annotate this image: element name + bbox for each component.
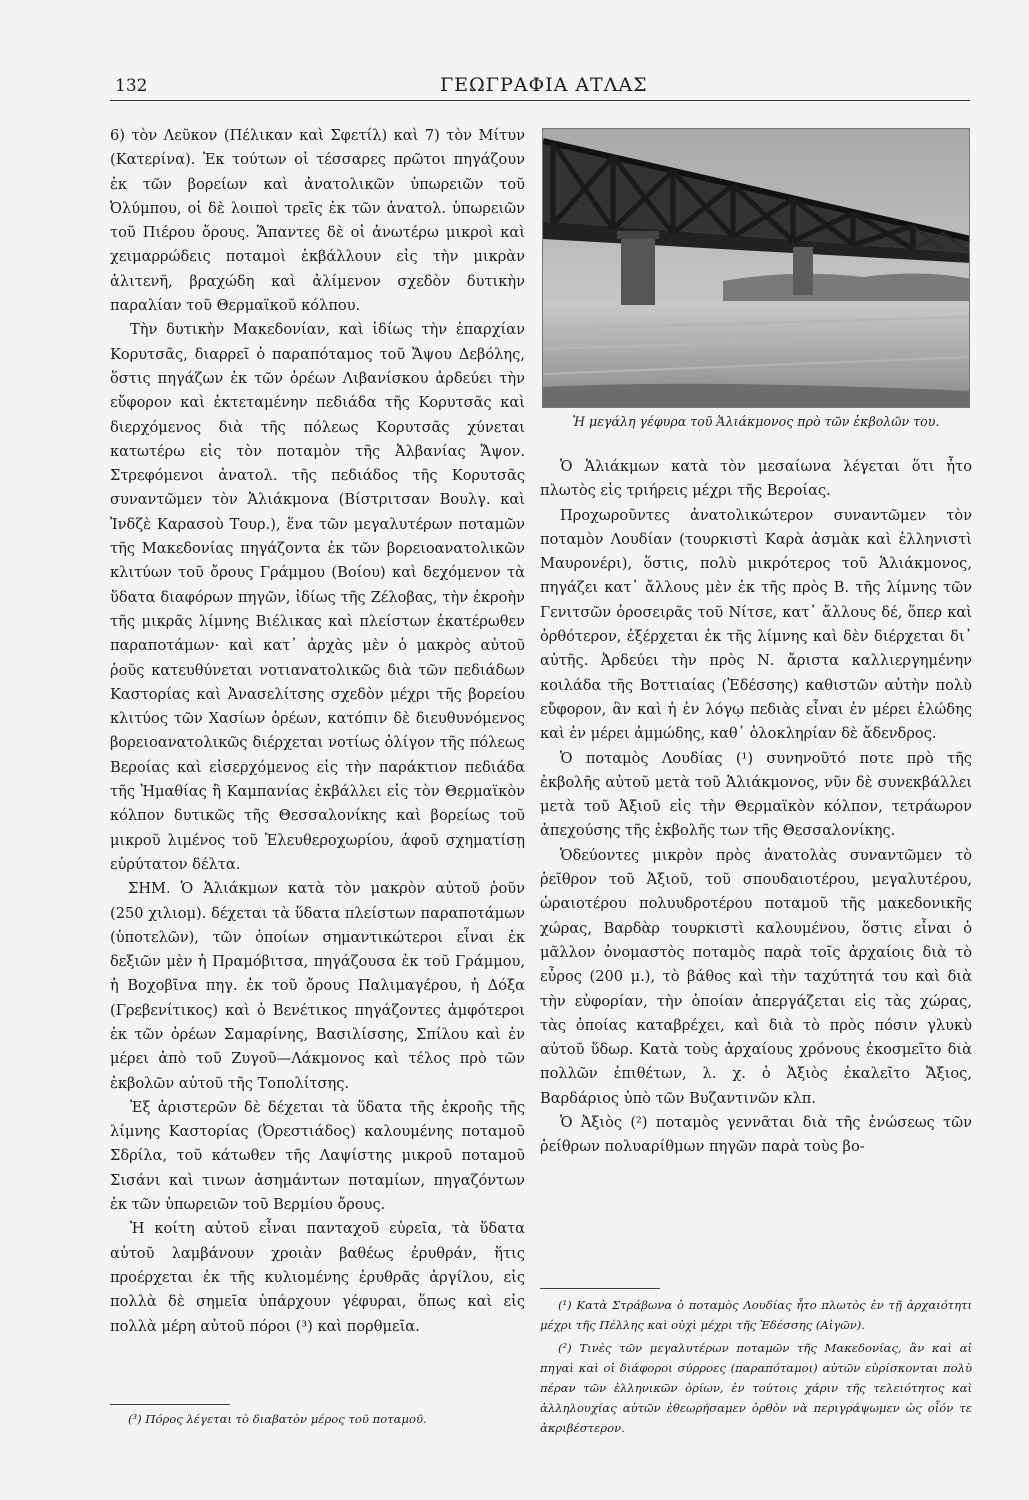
bridge-photo (542, 128, 970, 408)
right-column (540, 455, 972, 1160)
paragraph: Τὴν δυτικὴν Μακεδονίαν, καὶ ἰδίως τὴν ἐπαρχίαν Κορυτσᾶς, διαρρεῖ ὁ παραπόταμος τοῦ Ἄψου Δεβόλης, ὅστις πηγάζων ἐκ τῶν ὀρέων Λιβανίσκου ἀρδεύει τὴν εὔφορον καὶ ἐκτεταμένην πεδιάδα τῆς Κορυτσᾶς καὶ διερχόμενος διὰ τῆς πόλεως Κορυτσᾶς χύνεται κατωτέρω εἰς τὸν ποταμὸν τῆς Ἀλβανίας Ἄψον. Στρεφόμενοι ἀνατολ. τῆς πεδιάδος τῆς Κορυτσᾶς συναντῶμεν τὸν Ἁλιάκμονα (Βίστριτσαν Βουλγ. καὶ Ἰνδζὲ Καρασοὺ Τουρ.), ἕνα τῶν μεγαλυτέρων ποταμῶν τῆς Μακεδονίας πηγάζοντα ἐκ τῶν βορειοανατολικῶν κλιτύων τοῦ ὄρους Γράμμου (Βοίου) καὶ δεχόμενον τὰ ὕδατα διαφόρων πηγῶν, ἰδίως τῆς Ζέλοβας, τὴν ἐκροὴν τῆς μικρᾶς λίμνης Βιέλικας καὶ πλείστων ἑκατέρωθεν παραποτάμων· καὶ κατ᾿ ἀρχὰς μὲν ὁ μακρὸς αὐτοῦ ῥοῦς κατευθύνεται νοτιανατολικῶς διὰ τῶν πεδιάδων Καστορίας καὶ Ἀνασελίτσης σχεδὸν μέχρι τῆς βορείου κλιτύος τῶν Χασίων ὀρέων, κατόπιν δὲ διευθυνόμενος βορειοανατολικῶς διέρχεται νοτίως ὀλίγον τῆς πόλεως Βεροίας καὶ εἰσερχόμενος εἰς τὴν παράκτιον πεδιάδα τῆς Ἠμαθίας ἢ Καμπανίας ἐκβάλλει εἰς τὸν Θερμαϊκὸν κόλπον δυτικῶς τῆς Θεσσαλονίκης καὶ βορείως τοῦ μικροῦ λιμένος τοῦ Ἐλευθεροχωρίου, ἀφοῦ σχηματίσῃ εὐρύτατον δέλτα. (110, 321, 525, 873)
footnote: (²) Τινὲς τῶν μεγαλυτέρων ποταμῶν τῆς Μακεδονίας, ἂν καὶ αἱ πηγαὶ καὶ οἱ διάφοροι σύρροες (παραπόταμοι) αὐτῶν εὑρίσκονται πολὺ πέραν τῶν ἑλληνικῶν ὁρίων, ἐν τούτοις χάριν τῆς τελειότητος καὶ ἀλληλουχίας αὐτῶν ἐθεωρήσαμεν ὀρθὸν νὰ περιγράψωμεν ὡς οἷόν τε ἀκριβέστερον. (540, 1341, 972, 1435)
footnote: (³) Πόρος λέγεται τὸ διαβατὸν μέρος τοῦ ποταμοῦ. (128, 1412, 427, 1426)
bridge-figure (542, 128, 970, 408)
paragraph: Προχωροῦντες ἀνατολικώτερον συναντῶμεν τὸν ποταμὸν Λουδίαν (τουρκιστὶ Καρὰ ἀσμὰκ καὶ ἑλληνιστὶ Μαυρονέρι), ὅστις, πολὺ μικρότερος τοῦ Ἁλιάκμονος, πηγάζει κατ᾿ ἄλλους μὲν ἐκ τῆς πρὸς Β. τῆς λίμνης τῶν Γενιτσῶν ὀροσειρᾶς τοῦ Νίτσε, κατ᾿ ἄλλους δέ, ὅπερ καὶ ὀρθότερον, ἐξέρχεται ἐκ τῆς λίμνης καὶ δὲν διέρχεται δι᾿ αὐτῆς. Ἀρδεύει τὴν πρὸς Ν. ἄριστα καλλιεργημένην κοιλάδα τῆς Βοττιαίας (Ἐδέσσης) καθιστῶν αὐτὴν πολὺ εὔφορον, ἂν καὶ ἡ ἐν λόγῳ πεδιὰς εἶναι ἐν μέρει ἑλώδης καὶ ἐν μέρει ἀμμώδης, καθ᾿ ὁλοκληρίαν δὲ ἄδενδρος. (540, 506, 972, 743)
running-header (110, 74, 970, 100)
paragraph: 6) τὸν Λεῦκον (Πέλικαν καὶ Σφετίλ) καὶ 7) τὸν Μίτυν (Κατερίνα). Ἐκ τούτων οἱ τέσσαρες πρῶτοι πηγάζουν ἐκ τῶν βορείων καὶ ἀνατολικῶν ὑπωρειῶν τοῦ Ὀλύμπου, οἱ δὲ λοιποὶ τρεῖς ἐκ τῶν ἀνατολ. ὑπωρειῶν τοῦ Πιέρου ὄρους. Ἅπαντες δὲ οἱ ἀνωτέρω μικροὶ καὶ χειμαρρώδεις ποταμοὶ ἐκβάλλουν εἰς τὴν μικρὰν ἀλιτενῆ, βραχώδη καὶ ἀλίμενον σχεδὸν δυτικὴν παραλίαν τοῦ Θερμαϊκοῦ κόλπου. (110, 127, 525, 315)
paragraph: Ὁ ποταμὸς Λουδίας (¹) συνηνοῦτό ποτε πρὸ τῆς ἐκβολῆς αὐτοῦ μετὰ τοῦ Ἁλιάκμονος, νῦν δὲ συνεκβάλλει μετὰ τοῦ Ἀξιοῦ εἰς τὴν Θερμαϊκὸν κόλπον, τετράωρον ἀπεχούσης τῆς ἐκβολῆς των τῆς Θεσσαλονίκης. (540, 749, 972, 840)
footnote-rule (110, 1404, 230, 1405)
paragraph: Ὁ Ἁλιάκμων κατὰ τὸν μεσαίωνα λέγεται ὅτι ἦτο πλωτὸς εἰς τριήρεις μέχρι τῆς Βεροίας. (540, 458, 972, 500)
footnotes-right (540, 1288, 972, 1441)
paragraph: Ἡ κοίτη αὐτοῦ εἶναι πανταχοῦ εὐρεῖα, τὰ ὕδατα αὐτοῦ λαμβάνουν χροιὰν βαθέως ἐρυθράν, ἥτις προέρχεται ἐκ τῆς κυλιομένης ἐρυθρᾶς ἀργίλου, εἰς πολλὰ δὲ σημεῖα ὑπάρχουν γέφυραι, ὅπως καὶ εἰς πολλὰ μέρη αὐτοῦ πόροι (³) καὶ πορθμεῖα. (110, 1220, 525, 1335)
footnote: (¹) Κατὰ Στράβωνα ὁ ποταμὸς Λουδίας ἦτο πλωτὸς ἐν τῇ ἀρχαιότητι μέχρι τῆς Πέλλης καὶ οὐχὶ μέχρι τῆς Ἐδέσσης (Αἰγῶν). (540, 1298, 972, 1332)
page-number: 132 (115, 76, 148, 96)
figure-caption: Ἡ μεγάλη γέφυρα τοῦ Ἁλιάκμονος πρὸ τῶν ἐκβολῶν του. (572, 414, 940, 429)
paragraph: Ὁ Ἀξιὸς (²) ποταμὸς γεννᾶται διὰ τῆς ἑνώσεως τῶν ῥείθρων πολυαρίθμων πηγῶν παρὰ τοὺς βο- (540, 1114, 972, 1156)
left-column (110, 124, 525, 1339)
header-rule (110, 100, 970, 101)
paragraph: Ἐξ ἀριστερῶν δὲ δέχεται τὰ ὕδατα τῆς ἐκροῆς τῆς λίμνης Καστορίας (Ὀρεστιάδος) καλουμένης ποταμοῦ Σδρίλα, τοῦ κάτωθεν τῆς Λαψίστης μικροῦ ποταμοῦ Σισάνι καὶ τινων ἀσημάντων ποταμίων, πηγαζόντων ἐκ τῶν ὑπωρειῶν τοῦ Βερμίου ὄρους. (110, 1098, 525, 1214)
footnote-rule (540, 1288, 660, 1289)
paragraph: Ὁδεύοντες μικρὸν πρὸς ἀνατολὰς συναντῶμεν τὸ ῥεῖθρον τοῦ Ἀξιοῦ, τοῦ σπουδαιοτέρου, μεγαλυτέρου, ὡραιοτέρου πολυυδροτέρου ποταμοῦ τῆς μακεδονικῆς χώρας, Βαρδὰρ τουρκιστὶ καλουμένου, ὅστις εἶναι ὁ μᾶλλον ὀνομαστὸς ποταμὸς παρὰ τοῖς ἀρχαίοις διὰ τὸ εὖρος (200 μ.), τὸ βάθος καὶ τὴν ταχύτητά του καὶ διὰ τὴν εὐφορίαν, τὴν ὁποίαν ἀπεργάζεται εἰς τὰς χώρας, τὰς ὁποίας καταβρέχει, καὶ διὰ τὸ πρὸς πόσιν γλυκὺ αὐτοῦ ὕδωρ. Κατὰ τοὺς ἀρχαίους χρόνους ἐκοσμεῖτο διὰ πολλῶν ἐπιθέτων, λ. χ. ὁ Ἀξιὸς ἐκαλεῖτο Ἄξιος, Βαρδάριος ὑπὸ τῶν Βυζαντινῶν κλπ. (540, 846, 972, 1107)
footnotes-left (110, 1404, 525, 1428)
paragraph: ΣΗΜ. Ὁ Ἁλιάκμων κατὰ τὸν μακρὸν αὐτοῦ ῥοῦν (250 χιλιομ). δέχεται τὰ ὕδατα πλείστων παραποτάμων (ὑποτελῶν), τῶν ὁποίων σημαντικώτεροι εἶναι ἐκ δεξιῶν μὲν ἡ Πραμόβιτσα, πηγάζουσα ἐκ τοῦ Γράμμου, ἡ Βοχοβῖνα πηγ. ἐκ τοῦ ὄρους Παλιμαγέρου, ἡ Δόξα (Γρεβενίτικος) καὶ ὁ Βενέτικος πηγάζοντες ἀμφότεροι ἐκ τῶν ὀρέων Σαμαρίνης, Βασιλίσσης, Σπίλου καὶ ἐν μέρει ἀπὸ τοῦ Ζυγοῦ—Λάκμονος καὶ τέλος πρὸ τῶν ἐκβολῶν αὐτοῦ τῆς Τοπολίτσης. (110, 880, 525, 1092)
running-title: ΓΕΩΓΡΑΦΙΑ ΑΤΛΑΣ (440, 74, 648, 96)
